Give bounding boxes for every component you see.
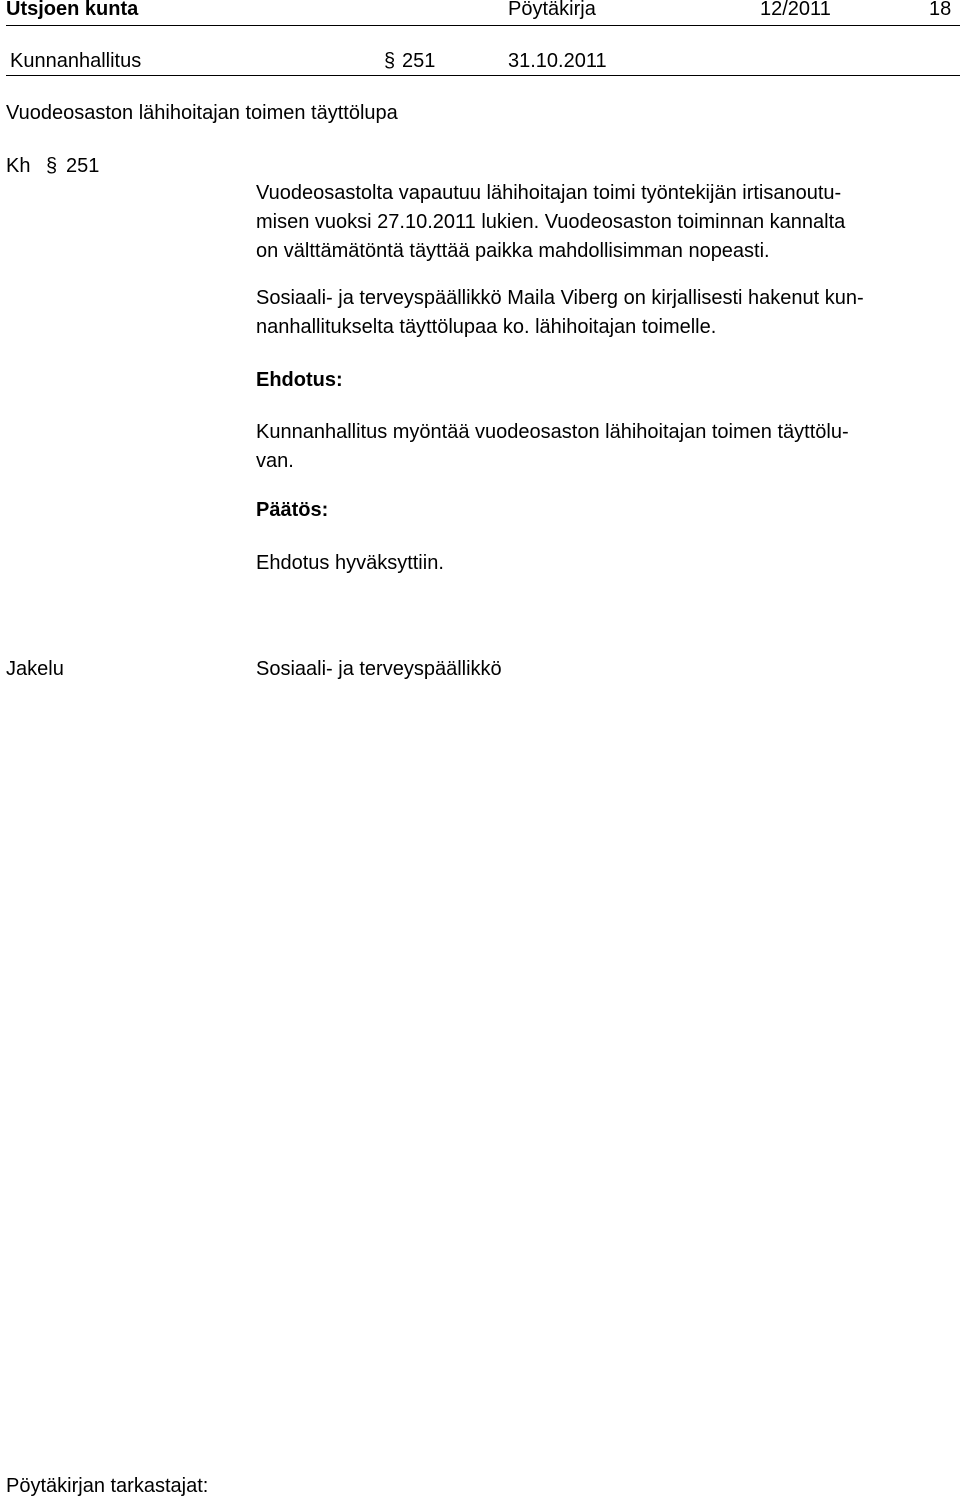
paragraph-line: Sosiaali- ja terveyspäällikkö Maila Viberg on kirjallisesti hakenut kun- — [256, 287, 864, 309]
paragraph-line: on välttämätöntä täyttää paikka mahdollisimman nopeasti. — [256, 240, 770, 262]
paragraph-line: nanhallitukselta täyttölupaa ko. lähihoitajan toimelle. — [256, 316, 717, 338]
organization-name: Utsjoen kunta — [6, 0, 139, 20]
meeting-body: Kunnanhallitus — [10, 50, 142, 72]
matter-title: Vuodeosaston lähihoitajan toimen täyttölupa — [6, 102, 398, 124]
header-rule-top — [6, 25, 960, 26]
document-type: Pöytäkirja — [508, 0, 596, 20]
section-symbol: § — [384, 50, 396, 72]
section-number: 251 — [402, 50, 436, 72]
reviewers-label: Pöytäkirjan tarkastajat: — [6, 1475, 209, 1497]
decision-text: Ehdotus hyväksyttiin. — [256, 552, 444, 574]
page-number: 18 — [929, 0, 952, 20]
proposal-text — [256, 418, 956, 476]
reference-prefix: Kh — [6, 155, 31, 177]
distribution-label: Jakelu — [6, 658, 64, 680]
distribution-recipient: Sosiaali- ja terveyspäällikkö — [256, 658, 502, 680]
paragraph-line: Vuodeosastolta vapautuu lähihoitajan toimi työntekijän irtisanoutu- — [256, 182, 842, 204]
paragraph-background — [256, 179, 956, 266]
paragraph-line: misen vuoksi 27.10.2011 lukien. Vuodeosaston toiminnan kannalta — [256, 211, 846, 233]
reference-number: 251 — [66, 155, 100, 177]
paragraph-line: Kunnanhallitus myöntää vuodeosaston lähihoitajan toimen täyttölu- — [256, 421, 849, 443]
proposal-heading: Ehdotus: — [256, 369, 343, 391]
paragraph-request — [256, 284, 956, 342]
decision-heading: Päätös: — [256, 499, 329, 521]
paragraph-line: van. — [256, 450, 294, 472]
meeting-date: 31.10.2011 — [508, 50, 607, 72]
header-rule-bottom — [6, 75, 960, 76]
reference-symbol: § — [46, 155, 58, 177]
document-number: 12/2011 — [760, 0, 831, 20]
